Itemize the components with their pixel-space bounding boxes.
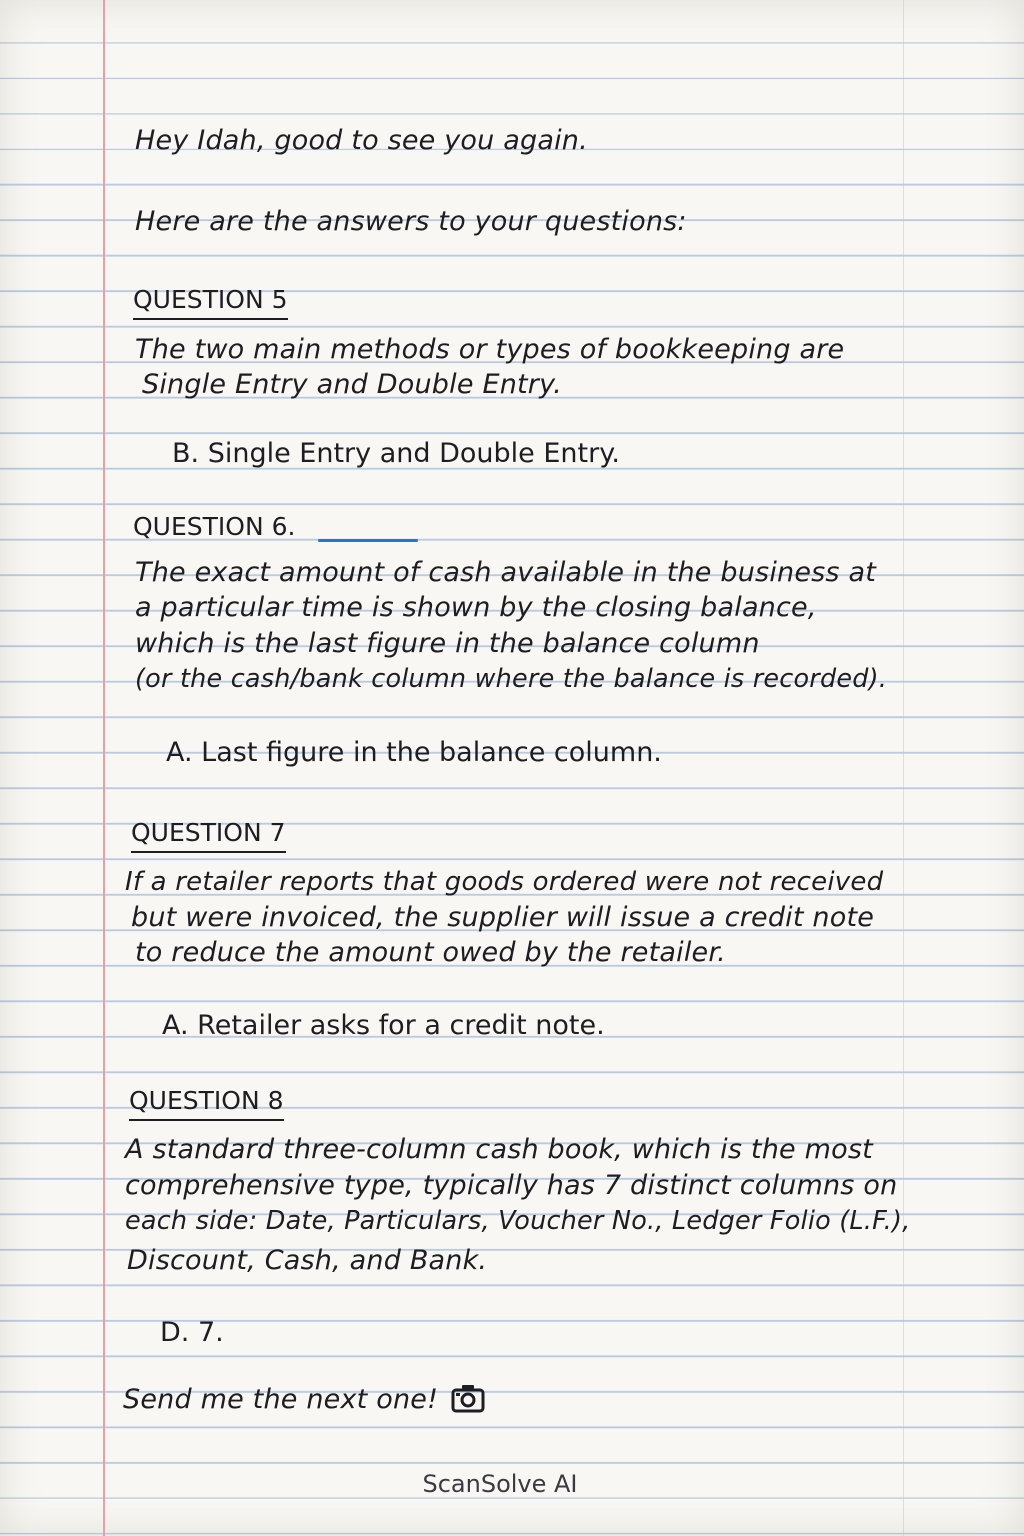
question-6-line-3: which is the last figure in the balance column [135, 628, 760, 659]
question-6-line-4: (or the cash/bank column where the balance is recorded). [135, 664, 888, 694]
question-8-line-3: each side: Date, Particulars, Voucher No., Ledger Folio (L.F.), [125, 1206, 911, 1236]
question-5-answer: B. Single Entry and Double Entry. [172, 438, 620, 469]
question-8-answer: D. 7. [160, 1317, 224, 1348]
question-8-line-4: Discount, Cash, and Bank. [127, 1245, 488, 1276]
closing-line: Send me the next one! [123, 1384, 439, 1415]
footer-brand: ScanSolve AI [422, 1470, 578, 1498]
intro-line: Here are the answers to your questions: [135, 206, 687, 237]
question-5-line-2: Single Entry and Double Entry. [142, 369, 562, 400]
camera-icon [451, 1383, 485, 1413]
question-8-heading: QUESTION 8 [129, 1086, 284, 1121]
question-8-line-2: comprehensive type, typically has 7 distinct columns on [125, 1170, 898, 1201]
question-5-line-1: The two main methods or types of bookkeeping are [135, 334, 845, 365]
question-6-answer: A. Last figure in the balance column. [166, 737, 662, 768]
question-8-line-1: A standard three-column cash book, which is the most [125, 1134, 873, 1165]
question-5-heading: QUESTION 5 [133, 285, 288, 320]
blue-pen-mark [318, 539, 418, 542]
question-7-heading: QUESTION 7 [131, 818, 286, 853]
question-6-line-1: The exact amount of cash available in the business at [135, 557, 876, 588]
page-edge-line [903, 0, 904, 1536]
question-7-answer: A. Retailer asks for a credit note. [162, 1010, 605, 1041]
question-6-line-2: a particular time is shown by the closing balance, [135, 592, 817, 623]
question-7-line-2: but were invoiced, the supplier will issue a credit note [131, 902, 875, 933]
margin-line [103, 0, 105, 1536]
question-7-line-1: If a retailer reports that goods ordered were not received [125, 867, 884, 897]
greeting-line: Hey Idah, good to see you again. [135, 125, 588, 156]
question-7-line-3: to reduce the amount owed by the retailer. [135, 937, 726, 968]
question-6-heading: QUESTION 6. [133, 512, 296, 541]
